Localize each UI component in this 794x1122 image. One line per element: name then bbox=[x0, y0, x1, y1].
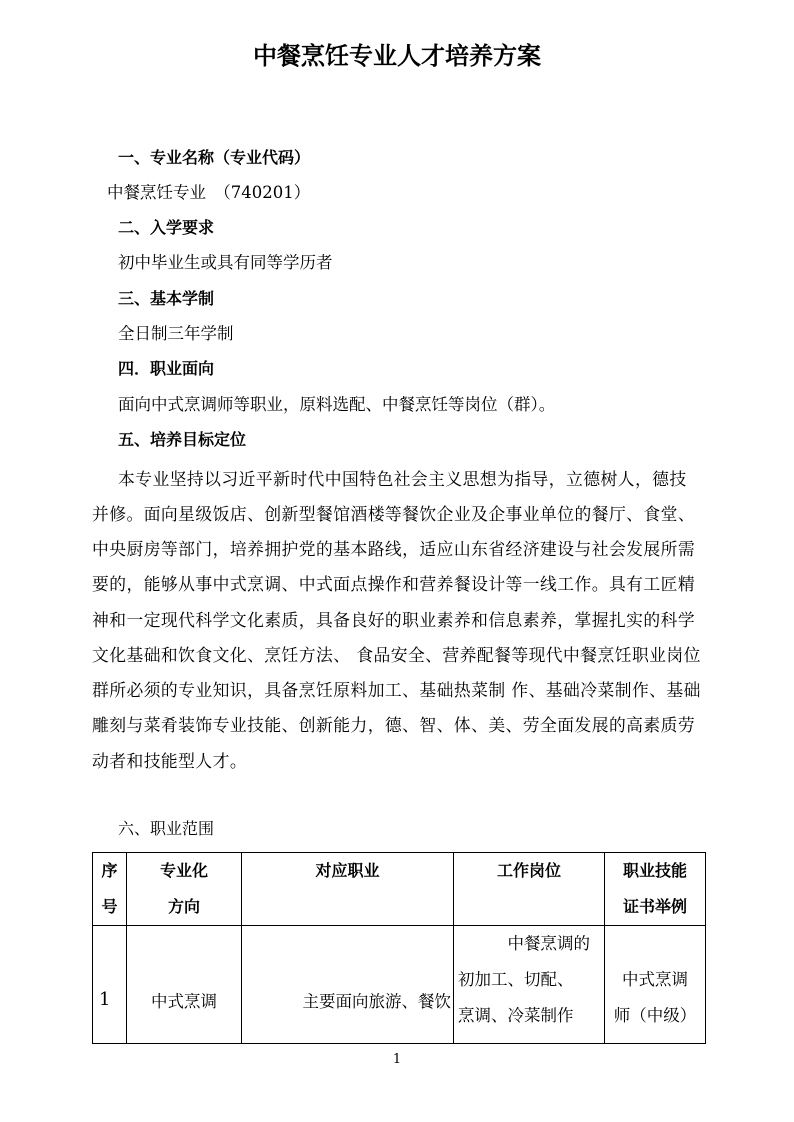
paragraph-line: 文化基础和饮食文化、烹饪方法、 食品安全、营养配餐等现代中餐烹饪职业岗位 bbox=[92, 645, 701, 665]
table-row bbox=[93, 926, 706, 1044]
section-content-4: 面向中式烹调师等职业，原料选配、中餐烹饪等岗位（群）。 bbox=[118, 395, 556, 414]
document-title: 中餐烹饪专业人才培养方案 bbox=[253, 42, 541, 70]
section-heading-3: 三、基本学制 bbox=[118, 289, 215, 308]
header-occupation: 对应职业 bbox=[242, 853, 454, 926]
header-positions: 工作岗位 bbox=[454, 853, 605, 926]
cell-positions: 中餐烹调的 初加工、切配、 烹调、冷菜制作 bbox=[454, 926, 605, 1044]
header-cert: 职业技能 证书举例 bbox=[605, 853, 706, 926]
section-heading-6: 六、职业范围 bbox=[118, 819, 215, 838]
paragraph-line: 要的，能够从事中式烹调、中式面点操作和营养餐设计等一线工作。具有工匠精 bbox=[92, 574, 696, 594]
section-content-2: 初中毕业生或具有同等学历者 bbox=[118, 253, 333, 272]
paragraph-line: 并修。面向星级饭店、创新型餐馆酒楼等餐饮企业及企事业单位的餐厅、食堂、 bbox=[92, 504, 696, 524]
cell-cert: 中式烹调 师（中级） bbox=[605, 926, 706, 1044]
cell-occupation: 主要面向旅游、餐饮 bbox=[242, 926, 454, 1044]
section-heading-5: 五、培养目标定位 bbox=[118, 430, 247, 449]
paragraph-line: 神和一定现代科学文化素质，具备良好的职业素养和信息素养，掌握扎实的科学 bbox=[92, 610, 696, 630]
paragraph-line: 动者和技能型人才。 bbox=[92, 751, 248, 771]
paragraph-line: 群所必须的专业知识，具备烹饪原料加工、基础热菜制 作、基础冷菜制作、基础 bbox=[92, 680, 701, 700]
header-no: 序 号 bbox=[93, 853, 127, 926]
cell-direction: 中式烹调 bbox=[127, 926, 242, 1044]
section-content-3: 全日制三年学制 bbox=[118, 324, 234, 343]
occupation-table bbox=[92, 852, 706, 1044]
cell-no: 1 bbox=[93, 926, 127, 1044]
paragraph-line: 雕刻与菜肴装饰专业技能、创新能力，德、智、体、美、劳全面发展的高素质劳 bbox=[92, 715, 696, 735]
header-direction: 专业化 方向 bbox=[127, 853, 242, 926]
section-heading-4: 四．职业面向 bbox=[118, 359, 215, 378]
page-number: 1 bbox=[392, 1052, 402, 1067]
paragraph-line: 中央厨房等部门，培养拥护党的基本路线，适应山东省经济建设与社会发展所需 bbox=[92, 539, 696, 559]
section-heading-2: 二、入学要求 bbox=[118, 218, 215, 237]
paragraph-line: 本专业坚持以习近平新时代中国特色社会主义思想为指导，立德树人，德技 bbox=[118, 469, 687, 489]
section-heading-1: 一、专业名称（专业代码） bbox=[118, 148, 311, 167]
section-content-1: 中餐烹饪专业 （740201） bbox=[107, 183, 311, 202]
table-header-row bbox=[93, 853, 706, 926]
